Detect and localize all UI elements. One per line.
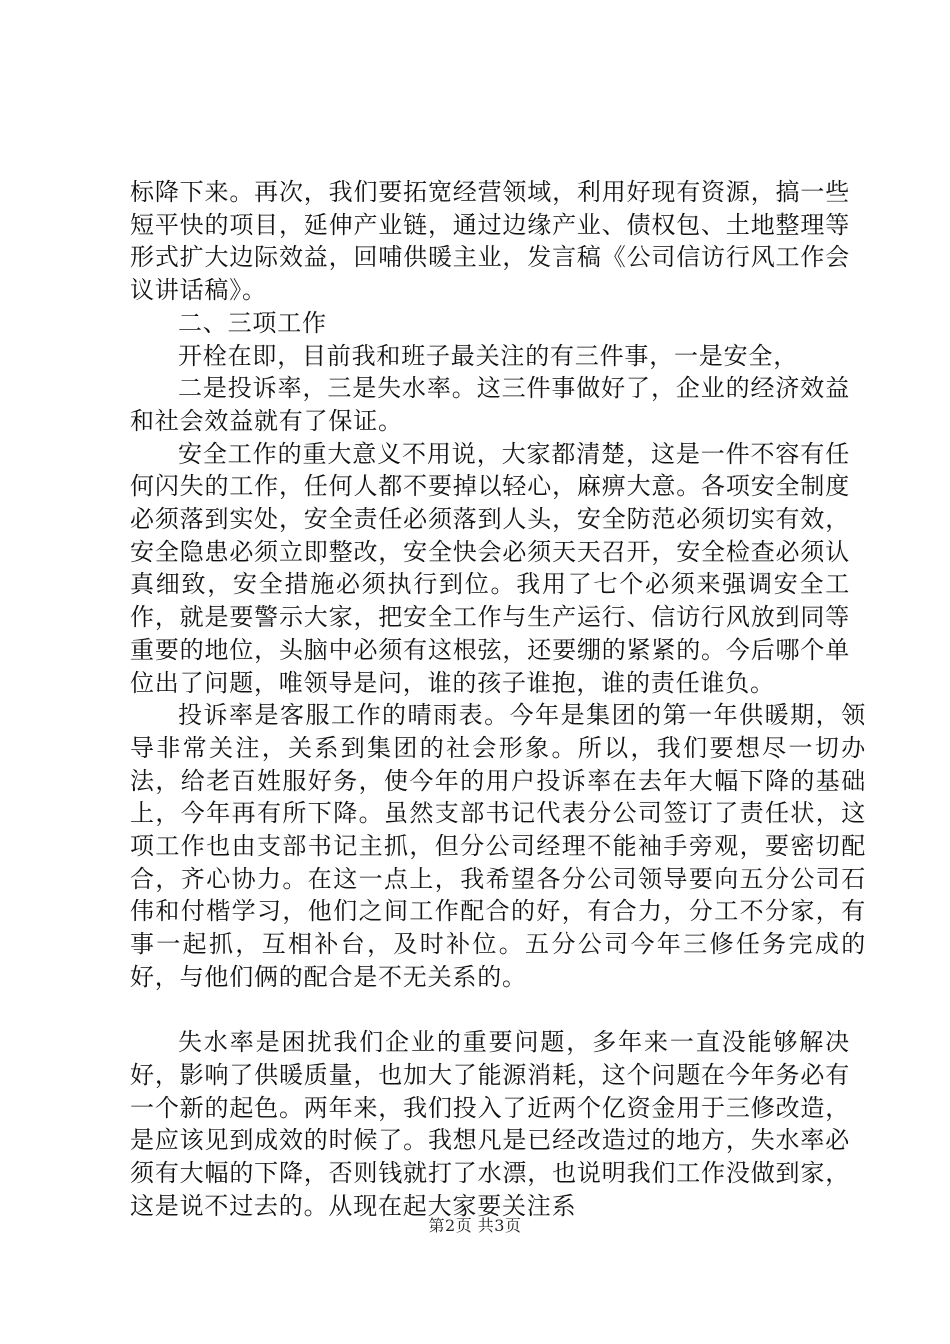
page-footer: 第2页 共3页 [428, 1216, 522, 1235]
paragraph-safety: 安全工作的重大意义不用说，大家都清楚，这是一件不容有任何闪失的工作，任何人都不要掉以轻心，麻痹大意。各项安全制度必须落到实处，安全责任必须落到人头，安全防范必须切实有效，安全隐患必须立即整改，安全快会必须天天召开，安全检查必须认真细致，安全措施必须执行到位。我用了七个必须来强调安全工作，就是要警示大家，把安全工作与生产运行、信访行风放到同等重要的地位，头脑中必须有这根弦，还要绷的紧紧的。今后哪个单位出了问题，唯领导是问，谁的孩子谁抱，谁的责任谁负。 [130, 439, 850, 697]
paragraph-three-things-continued: 二是投诉率，三是失水率。这三件事做好了，企业的经济效益和社会效益就有了保证。 [130, 374, 850, 435]
document-body [130, 176, 866, 1222]
paragraph-three-things: 开栓在即，目前我和班子最关注的有三件事，一是安全， [178, 341, 798, 370]
paragraph-complaint-rate: 投诉率是客服工作的晴雨表。今年是集团的第一年供暖期，领导非常关注，关系到集团的社会形象。所以，我们要想尽一切办法，给老百姓服好务，使今年的用户投诉率在去年大幅下降的基础上，今年再有所下降。虽然支部书记代表分公司签订了责任状，这项工作也由支部书记主抓，但分公司经理不能袖手旁观，要密切配合，齐心协力。在这一点上，我希望各分公司领导要向五分公司石伟和付楷学习，他们之间工作配合的好，有合力，分工不分家，有事一起抓，互相补台，及时补位。五分公司今年三修任务完成的好，与他们俩的配合是不无关系的。 [130, 701, 866, 991]
section-heading: 二、三项工作 [178, 308, 327, 337]
paragraph-water-loss-rate: 失水率是困扰我们企业的重要问题，多年来一直没能够解决好，影响了供暖质量，也加大了能源消耗，这个问题在今年务必有一个新的起色。两年来，我们投入了近两个亿资金用于三修改造，是应该见到成效的时候了。我想凡是已经改造过的地方，失水率必须有大幅的下降，否则钱就打了水漂，也说明我们工作没做到家，这是说不过去的。从现在起大家要关注系 [130, 1028, 850, 1220]
paragraph-continuation: 标降下来。再次，我们要拓宽经营领域，利用好现有资源，搞一些短平快的项目，延伸产业链，通过边缘产业、债权包、土地整理等形式扩大边际效益，回哺供暖主业，发言稿《公司信访行风工作会议讲话稿》。 [130, 178, 850, 305]
